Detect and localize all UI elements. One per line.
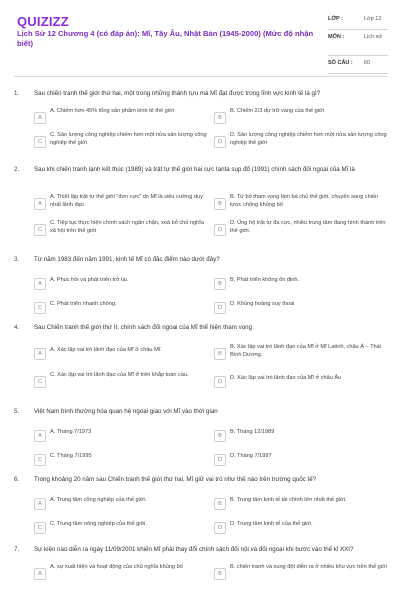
worksheet-title: Lịch Sử 12 Chương 4 (có đáp án): Mĩ, Tây Âu, Nhật Bản (1945-2000) (Mức độ nhận biết) <box>17 29 314 48</box>
option-d[interactable] <box>214 516 394 542</box>
option-a[interactable] <box>34 342 214 368</box>
option-letter-box: A <box>34 278 46 290</box>
question-number: 4. <box>14 324 20 331</box>
option-d[interactable] <box>214 130 394 156</box>
question-text: Sau khi chiến tranh lạnh kết thúc (1989) và trật tự thế giới hai cực Ianta sụp đổ (1991) chính sách đối ngoại của Mĩ là <box>34 166 355 173</box>
question-number: 3. <box>14 256 20 263</box>
option-letter-box: C <box>34 224 46 236</box>
option-text: D. Ủng hộ trật tự đa cực, nhiều trung tâm đang hình thành trên thế giới. <box>230 220 386 234</box>
option-letter-box: B <box>214 498 226 510</box>
option-b[interactable] <box>214 492 394 518</box>
option-letter-box: D <box>214 454 226 466</box>
option-text: A. Thiết lập trật tự thế giới "đơn cực" do Mĩ là siêu cường duy nhất lãnh đạo <box>50 194 203 208</box>
option-text: B. chiến tranh và xung đột diễn ra ở nhiều khu vực trên thế giới <box>230 564 387 570</box>
option-text: B. Từ bỏ tham vọng làm bá chủ thế giới, chuyển sang chiến lược chống khủng bố <box>230 194 379 208</box>
option-letter-box: C <box>34 522 46 534</box>
option-a[interactable] <box>34 272 214 298</box>
meta-count-label: SỐ CÂU : <box>328 60 353 66</box>
option-letter-box: B <box>214 568 226 580</box>
option-text: B. Phát triển không ổn định. <box>230 277 300 283</box>
option-text: D. Trung tâm kinh tế của thế giới. <box>230 521 313 527</box>
question-number: 5. <box>14 408 20 415</box>
option-c[interactable] <box>34 130 214 156</box>
option-letter-box: B <box>214 348 226 360</box>
option-c[interactable] <box>34 516 214 542</box>
option-a[interactable] <box>34 562 214 588</box>
option-a[interactable] <box>34 424 214 450</box>
option-text: D. Khủng hoảng suy thoái <box>230 301 295 307</box>
option-a[interactable] <box>34 192 214 218</box>
option-letter-box: B <box>214 112 226 124</box>
question-number: 7. <box>14 546 20 553</box>
question-text: Trong khoảng 20 năm sau Chiến tranh thế giới thứ hai, Mĩ giữ vai trò như thế nào trên trường quốc tế? <box>34 476 317 483</box>
meta-class-value: Lớp 12 <box>364 16 382 22</box>
question-text: Việt Nam bình thường hóa quan hệ ngoại giao với Mĩ vào thời gian <box>34 408 218 415</box>
question-number: 2. <box>14 166 20 173</box>
worksheet-header <box>0 0 400 72</box>
header-divider <box>14 76 388 77</box>
option-d[interactable] <box>214 370 394 396</box>
option-letter-box: A <box>34 198 46 210</box>
option-text: A. Phục hồi và phát triển trở lại. <box>50 277 129 283</box>
option-letter-box: B <box>214 278 226 290</box>
option-d[interactable] <box>214 296 394 322</box>
option-a[interactable] <box>34 106 214 132</box>
option-text: C. Sản lượng công nghiệp chiếm hơn một nửa sản lượng công nghiệp thế giới <box>50 132 207 146</box>
meta-subject-value: Lịch sử <box>364 34 383 40</box>
option-text: C. Xác lập vai trò lãnh đạo của Mĩ ở trên khắp toàn cầu. <box>50 372 189 378</box>
meta-count-row <box>328 56 388 74</box>
option-letter-box: A <box>34 112 46 124</box>
meta-subject-row <box>328 30 388 56</box>
option-letter-box: D <box>214 376 226 388</box>
option-letter-box: B <box>214 198 226 210</box>
option-c[interactable] <box>34 296 214 322</box>
option-b[interactable] <box>214 106 394 132</box>
option-letter-box: C <box>34 454 46 466</box>
option-letter-box: D <box>214 302 226 314</box>
option-text: A. Tháng 7/1973 <box>50 429 92 435</box>
option-letter-box: A <box>34 498 46 510</box>
option-d[interactable] <box>214 218 394 244</box>
option-text: B. Xác lập vai trò lãnh đạo của Mĩ ở Mĩ Latinh, châu Á – Thái Bình Dương. <box>230 344 381 358</box>
option-text: B. Trung tâm kinh tế tài chính lớn nhất thế giới. <box>230 497 347 503</box>
worksheet-meta <box>328 12 388 74</box>
option-c[interactable] <box>34 370 214 396</box>
question-text: Sau chiến tranh thế giới thứ hai, một trong những thành tựu mà Mĩ đạt được trong lĩnh vực kinh tế là gì? <box>34 90 321 97</box>
question-text: Sự kiện nào diễn ra ngày 11/09/2001 khiến Mĩ phải thay đổi chính sách đối nội và đối ngoại khi bước vào thế kỉ XXI? <box>34 546 354 553</box>
option-text: B. Chiếm 2/3 dự trữ vàng của thế giới <box>230 108 324 114</box>
option-letter-box: D <box>214 224 226 236</box>
option-text: A. Xác lập vai trò lãnh đạo của Mĩ ở châu Mĩ. <box>50 347 162 353</box>
option-b[interactable] <box>214 424 394 450</box>
option-b[interactable] <box>214 192 394 218</box>
meta-class-label: LỚP : <box>328 16 343 22</box>
option-text: C. Trung tâm nông nghiệp của thế giới. <box>50 521 147 527</box>
option-text: C. Tiếp tục thực hiện chính sách ngăn chặn, xoá bỏ chủ nghĩa xã hội trên thế giới <box>50 220 204 234</box>
option-text: A. Chiếm hơn 45% tổng sản phẩm kinh tế thế giới <box>50 108 174 114</box>
question-text: Từ năm 1983 đến năm 1991, kinh tế Mĩ có đặc điểm nào dưới đây? <box>34 256 220 263</box>
option-b[interactable] <box>214 562 394 588</box>
meta-count-value: 60 <box>364 60 371 66</box>
option-letter-box: C <box>34 376 46 388</box>
option-letter-box: D <box>214 522 226 534</box>
option-letter-box: A <box>34 568 46 580</box>
option-b[interactable] <box>214 342 394 368</box>
option-c[interactable] <box>34 448 214 474</box>
option-text: D. Sản lượng công nghiệp chiếm hơn một nửa sản lượng công nghiệp thế giới <box>230 132 387 146</box>
option-letter-box: A <box>34 348 46 360</box>
option-a[interactable] <box>34 492 214 518</box>
meta-subject-label: MÔN : <box>328 34 345 40</box>
meta-class-row <box>328 12 388 30</box>
question-number: 1. <box>14 90 20 97</box>
option-text: C. Phát triển nhanh chóng. <box>50 301 117 307</box>
option-text: A. Trung tâm công nghiệp của thế giới. <box>50 497 147 503</box>
option-text: A. sự xuất hiện và hoạt động của chủ nghĩa khủng bố <box>50 564 183 570</box>
option-letter-box: A <box>34 430 46 442</box>
option-letter-box: C <box>34 136 46 148</box>
option-b[interactable] <box>214 272 394 298</box>
question-text: Sau Chiến tranh thế giới thứ II, chính sách đối ngoại của Mĩ thể hiện tham vọng <box>34 324 253 331</box>
option-text: B. Tháng 12/1989 <box>230 429 275 435</box>
option-letter-box: B <box>214 430 226 442</box>
option-letter-box: D <box>214 136 226 148</box>
option-text: D. Xác lập vai trò lãnh đạo của Mĩ ở châu Âu <box>230 375 342 381</box>
question-number: 6. <box>14 476 20 483</box>
option-text: D. Tháng 7/1997 <box>230 453 272 459</box>
option-c[interactable] <box>34 218 214 244</box>
quizizz-logo: QUIZIZZ <box>17 14 69 29</box>
option-text: C. Tháng 7/1995 <box>50 453 92 459</box>
option-d[interactable] <box>214 448 394 474</box>
option-letter-box: C <box>34 302 46 314</box>
